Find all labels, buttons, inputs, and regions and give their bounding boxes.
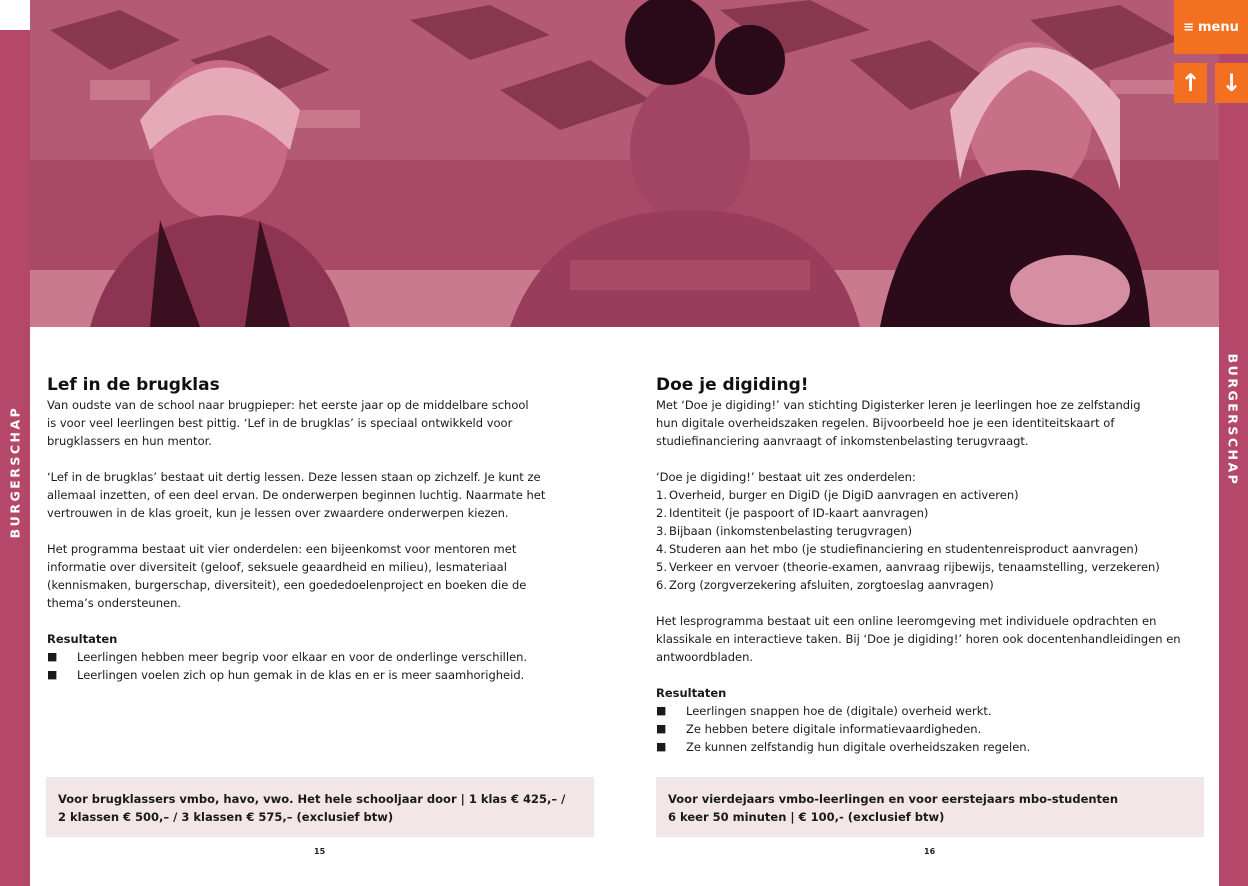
left-result-item [47,666,577,684]
left-para2-line: ‘Lef in de brugklas’ bestaat uit dertig lessen. Deze lessen staan op zichzelf. Je kunt ze [47,470,541,484]
right-price-box [656,777,1204,837]
list-text: Zorg (zorgverzekering afsluiten, zorgtoeslag aanvragen) [669,578,994,592]
list-item [656,504,1206,522]
list-item [656,558,1206,576]
list-item [656,576,1206,594]
list-number: 5. [656,560,667,574]
menu-label: menu [1198,19,1239,35]
side-label-right: BURGERSCHAP [1225,353,1241,487]
left-result-text: Leerlingen voelen zich op hun gemak in de klas en er is meer saamhorigheid. [77,668,525,682]
right-result-item [656,720,1206,738]
list-number: 3. [656,524,667,538]
right-page-content [656,374,1206,756]
right-box-line: Voor vierdejaars vmbo-leerlingen en voor eerstejaars mbo-studenten [668,792,1119,806]
right-numbered-list [656,486,1206,594]
left-para3-line: (kennismaken, burgerschap, diversiteit), een goededoelenproject en boeken die de [47,578,527,592]
left-para3-line: Het programma bestaat uit vier onderdelen: een bijeenkomst voor mentoren met [47,542,517,556]
right-title: Doe je digiding! [656,375,809,395]
right-result-text: Ze hebben betere digitale informatievaardigheden. [686,722,982,736]
left-intro-line: is voor veel leerlingen best pittig. ‘Lef in de brugklas’ is speciaal ontwikkeld voor [47,416,513,430]
bullet-square-icon: ■ [47,650,58,663]
bullet-square-icon: ■ [656,740,667,753]
left-para3-line: thema’s ondersteunen. [47,596,182,610]
side-label-left: BURGERSCHAP [7,405,23,539]
right-result-item [656,702,1206,720]
left-page-content [47,374,577,684]
header-photo-illustration [30,0,1219,327]
bullet-square-icon: ■ [656,722,667,735]
page-number-left: 15 [314,847,326,856]
right-intro-line: hun digitale overheidszaken regelen. Bijvoorbeeld hoe je een identiteitskaart of [656,416,1115,430]
left-para2-line: vertrouwen in de klas groeit, kun je lessen over zwaardere onderwerpen kiezen. [47,506,509,520]
list-item [656,486,1206,504]
right-list-intro: ‘Doe je digiding!’ bestaat uit zes onderdelen: [656,470,916,484]
left-para3-line: informatie over diversiteit (geloof, seksuele geaardheid en milieu), lesmateriaal [47,560,507,574]
left-result-text: Leerlingen hebben meer begrip voor elkaar en voor de onderlinge verschillen. [77,650,528,664]
right-para3-line: Het lesprogramma bestaat uit een online leeromgeving met individuele opdrachten en [656,614,1157,628]
left-result-item [47,648,577,666]
previous-page-button[interactable] [1174,63,1207,103]
left-para2-line: allemaal inzetten, of een deel ervan. De onderwerpen beginnen luchtig. Naarmate het [47,488,546,502]
list-text: Overheid, burger en DigiD (je DigiD aanvragen en activeren) [669,488,1019,502]
right-box-line: 6 keer 50 minuten | € 100,- (exclusief btw) [668,810,945,824]
arrow-up-icon: ↑ [1180,69,1201,97]
left-title: Lef in de brugklas [47,375,220,395]
bullet-square-icon: ■ [656,704,667,717]
right-intro-line: studiefinanciering aanvraagt of inkomstenbelasting terugvraagt. [656,434,1029,448]
list-text: Verkeer en vervoer (theorie-examen, aanvraag rijbewijs, tenaamstelling, verzekeren) [669,560,1160,574]
left-results-heading: Resultaten [47,632,118,646]
right-para3-line: klassikale en interactieve taken. Bij ‘Doe je digiding!’ horen ook docentenhandleidingen en [656,632,1181,646]
left-box-line: Voor brugklassers vmbo, havo, vwo. Het hele schooljaar door | 1 klas € 425,– / [58,792,566,806]
list-item [656,522,1206,540]
list-number: 1. [656,488,667,502]
list-number: 6. [656,578,667,592]
arrow-down-icon: ↓ [1221,69,1242,97]
left-intro-line: brugklassers en hun mentor. [47,434,212,448]
left-intro-line: Van oudste van de school naar brugpieper: het eerste jaar op de middelbare school [47,398,529,412]
hamburger-icon: ≡ [1183,19,1195,35]
right-intro-line: Met ‘Doe je digiding!’ van stichting Digisterker leren je leerlingen hoe ze zelfstandig [656,398,1141,412]
next-page-button[interactable] [1215,63,1248,103]
list-text: Identiteit (je paspoort of ID-kaart aanvragen) [669,506,929,520]
list-item [656,540,1206,558]
left-band-gap [0,0,30,30]
header-photo [30,0,1219,327]
right-para3-line: antwoordbladen. [656,650,754,664]
bullet-square-icon: ■ [47,668,58,681]
list-number: 4. [656,542,667,556]
list-text: Studeren aan het mbo (je studiefinanciering en studentenreisproduct aanvragen) [669,542,1139,556]
right-results-heading: Resultaten [656,686,727,700]
right-result-item [656,738,1206,756]
right-result-text: Leerlingen snappen hoe de (digitale) overheid werkt. [686,704,992,718]
list-text: Bijbaan (inkomstenbelasting terugvragen) [669,524,913,538]
left-price-box [46,777,594,837]
list-number: 2. [656,506,667,520]
left-box-line: 2 klassen € 500,– / 3 klassen € 575,– (exclusief btw) [58,810,394,824]
page-number-right: 16 [924,847,936,856]
menu-button[interactable] [1174,0,1248,54]
right-result-text: Ze kunnen zelfstandig hun digitale overheidszaken regelen. [686,740,1031,754]
